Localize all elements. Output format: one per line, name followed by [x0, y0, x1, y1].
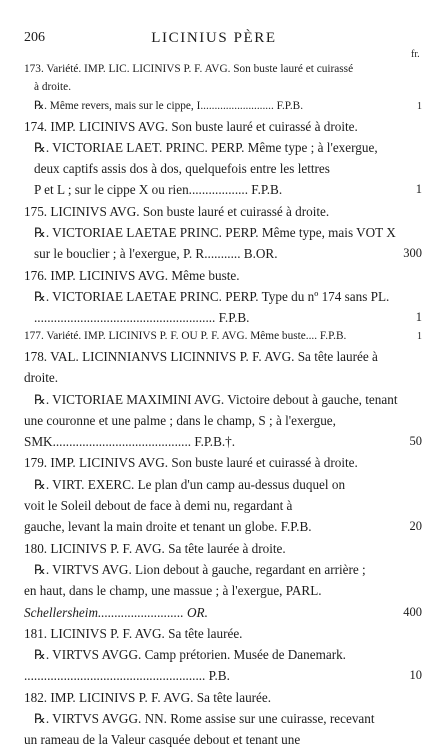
entry-line: 178. VAL. LICINNIANVS LICINNIVS P. F. AVG. Sa tête laurée à — [24, 348, 378, 364]
entry-line: une couronne et une palme ; dans le champ, S ; à l'exergue, — [24, 412, 336, 428]
entry-line: 180. LICINIVS P. F. AVG. Sa tête laurée à droite. — [24, 540, 286, 556]
entry-line: ℞. VICTORIAE LAETAE PRINC. PERP. Même type, mais VOT X — [34, 224, 396, 240]
entry-line: ℞. VIRT. EXERC. Le plan d'un camp au-dessus duquel on — [34, 476, 346, 492]
entry-line: 177. Variété. IMP. LICINIVS P. F. OU P. F. AVG. Même buste.... F.P.B. — [24, 330, 347, 343]
entry-line: ℞. Même revers, mais sur le cippe, I.......................... F.P.B. — [34, 100, 304, 112]
page-header — [24, 30, 404, 50]
entry-line: 182. IMP. LICINIVS P. F. AVG. Sa tête laurée. — [24, 689, 272, 705]
entry-line: en haut, dans le champ, une massue ; à l'exergue, PARL. — [24, 583, 322, 599]
entry-line: P et L ; sur le cippe X ou rien.................. F.P.B. — [34, 182, 283, 198]
entry-line: 174. IMP. LICINIVS AVG. Son buste lauré et cuirassé à droite. — [24, 118, 358, 134]
entry-line: deux captifs assis dos à dos, quelquefois entre les lettres — [34, 161, 330, 177]
entry-line: à droite. — [34, 80, 72, 93]
entry-line: un rameau de la Valeur casquée debout et tenant une — [24, 732, 301, 748]
entry-line: 175. LICINIVS AVG. Son buste lauré et cuirassé à droite. — [24, 203, 330, 219]
entry-line: ℞. VIRTVS AVG. Lion debout à gauche, regardant en arrière ; — [34, 561, 366, 577]
entry-value: 1 — [415, 310, 422, 325]
entry-value: 1 — [417, 331, 422, 343]
entry-line: sur le bouclier ; à l'exergue, P. R........... B.OR. — [34, 246, 278, 262]
entry-value: 300 — [403, 246, 422, 261]
entry-line: 176. IMP. LICINIVS AVG. Même buste. — [24, 267, 240, 283]
catalogue-body — [24, 61, 422, 751]
value-column-header: fr. — [411, 49, 420, 60]
entry-line: ℞. VICTORIAE LAETAE PRINC. PERP. Type du nº 174 sans PL. — [34, 288, 390, 304]
entry-line: 179. IMP. LICINIVS AVG. Son buste lauré et cuirassé à droite. — [24, 455, 358, 471]
entry-value: 1 — [415, 182, 422, 197]
entry-line: ....................................................... F.P.B. — [34, 310, 250, 326]
entry-line: ℞. VICTORIAE LAET. PRINC. PERP. Même type ; à l'exergue, — [34, 139, 378, 155]
entry-value: 1 — [417, 101, 422, 112]
entry-value: 10 — [409, 668, 422, 683]
entry-line: ℞. VICTORIAE MAXIMINI AVG. Victoire debout à gauche, tenant — [34, 391, 398, 407]
page-number: 206 — [24, 30, 45, 45]
entry-line: SMK.......................................... F.P.B.†. — [24, 434, 236, 450]
entry-line: ℞. VIRTVS AVGG. NN. Rome assise sur une cuirasse, recevant — [34, 711, 375, 727]
entry-line: gauche, levant la main droite et tenant un globe. F.P.B. — [24, 519, 312, 535]
entry-value: 400 — [403, 604, 422, 619]
entry-line: ....................................................... P.B. — [24, 668, 230, 684]
entry-line: voit le Soleil debout de face à demi nu, regardant à — [24, 498, 293, 514]
entry-line: ℞. VIRTVS AVGG. Camp prétorien. Musée de Danemark. — [34, 647, 346, 663]
entry-line: droite. — [24, 370, 59, 386]
entry-line: 173. Variété. IMP. LIC. LICINIVS P. F. AVG. Son buste lauré et cuirassé — [24, 63, 354, 75]
running-title: LICINIUS PÈRE — [151, 30, 277, 46]
entry-value: 20 — [409, 519, 422, 534]
entry-line: 181. LICINIVS P. F. AVG. Sa tête laurée. — [24, 625, 243, 641]
entry-value: 50 — [409, 434, 422, 449]
entry-line: Schellersheim.......................... OR. — [24, 604, 208, 620]
